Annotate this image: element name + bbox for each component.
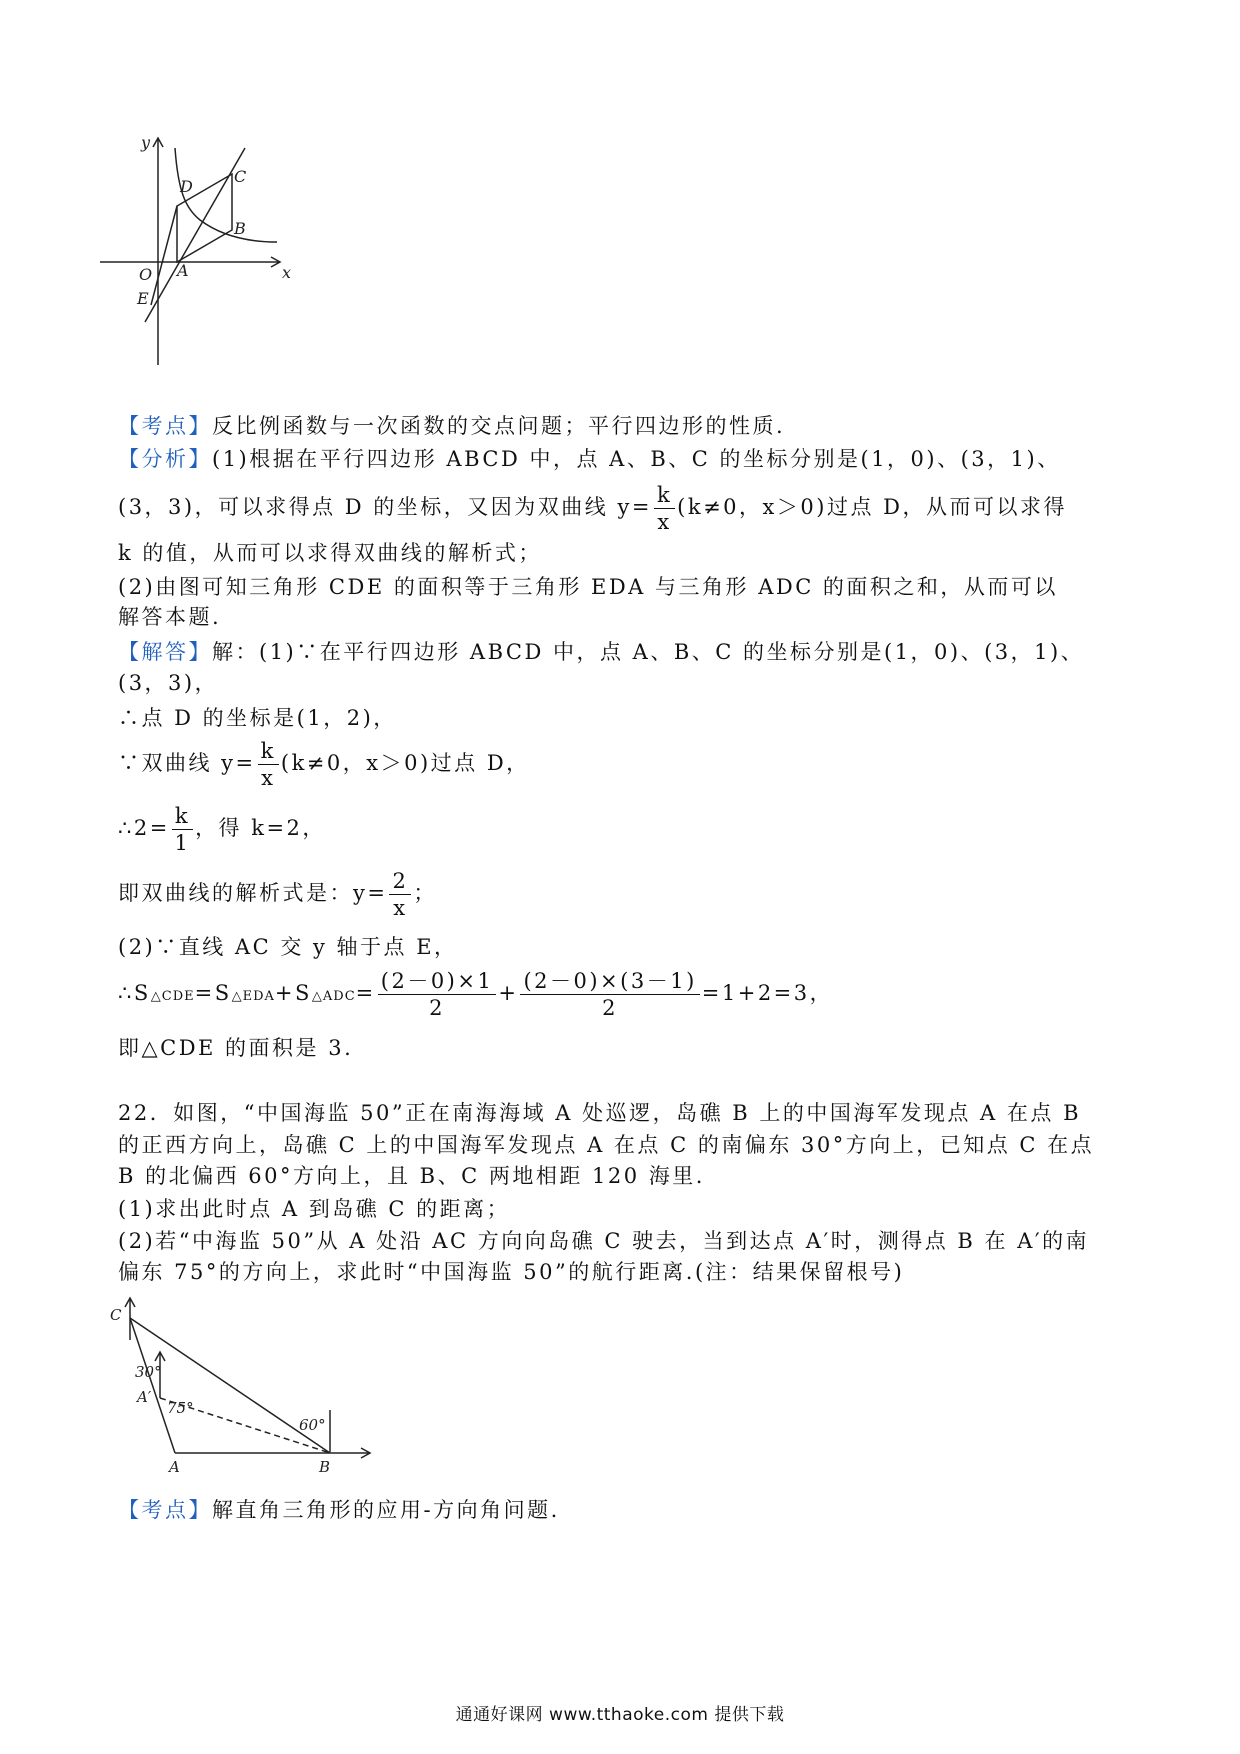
jieda-text-3: ∴点 D 的坐标是(1，2)， [118, 706, 397, 730]
fenxi-text-2b: (k≠0，x＞0)过点 D，从而可以求得 [677, 495, 1067, 520]
fenxi-line-5 [118, 607, 221, 628]
frac-den: 1 [174, 831, 191, 856]
kaodian-2-tag: 【考点】 [118, 1498, 212, 1522]
frac-num: (2－0)×1 [378, 970, 497, 995]
kaodian-2-text: 解直角三角形的应用-方向角问题. [212, 1498, 560, 1522]
jieda-line-5 [118, 805, 326, 854]
frac-den: 2 [429, 996, 445, 1021]
area-s: ∴S [118, 981, 151, 1006]
q22-line-2 [118, 1135, 1094, 1156]
frac-num: k [258, 740, 279, 765]
fraction-2-over-x [389, 870, 411, 919]
jieda-text-2: (3，3)， [118, 671, 219, 695]
label-a: A [177, 261, 189, 280]
jieda-text-1: 解：(1)∵在平行四边形 ABCD 中，点 A、B、C 的坐标分别是(1，0)、(3，1)、 [212, 640, 1085, 664]
page-footer: 通通好课网 www.tthaoke.com 提供下载 [455, 1705, 785, 1725]
frac-den: x [261, 766, 276, 791]
jieda-line-6 [118, 870, 437, 919]
fenxi-text-5: 解答本题. [118, 605, 222, 629]
q22-line-6 [118, 1262, 904, 1283]
kaodian-2 [118, 1500, 560, 1521]
fenxi-text-4: (2)由图可知三角形 CDE 的面积等于三角形 EDA 与三角形 ADC 的面积之和，从而可以 [118, 575, 1058, 599]
label-b2: B [319, 1458, 331, 1476]
q22-text-5: (2)若“中海监 50”从 A 处沿 AC 方向向岛礁 C 驶去，当到达点 A′时，测得点 B 在 A′的南 [118, 1229, 1090, 1253]
q22-line-5 [118, 1231, 1089, 1252]
label-c2: C [110, 1306, 122, 1324]
frac-num: (2－0)×(3－1) [520, 970, 699, 995]
jieda-text-6a: 即双曲线的解析式是：y= [118, 881, 388, 906]
jieda-line-9 [118, 1038, 353, 1059]
area-sub-adc: △ADC [311, 989, 356, 1005]
fraction-area-2 [520, 970, 699, 1019]
q22-text-1: 22．如图，“中国海监 50”正在南海海域 A 处巡逻，岛礁 B 上的中国海军发现点 A 在点 B [118, 1101, 1082, 1125]
fraction-k-over-x [654, 484, 675, 533]
label-c: C [234, 167, 247, 186]
fenxi-line-4 [118, 577, 1058, 598]
q22-text-6: 偏东 75°的方向上，求此时“中国海监 50”的航行距离.(注：结果保留根号) [118, 1260, 905, 1284]
q22-text-2: 的正西方向上，岛礁 C 上的中国海军发现点 A 在点 C 的南偏东 30°方向上，已知点 C 在点 [118, 1133, 1095, 1157]
q22-line-3 [118, 1166, 705, 1187]
fenxi-text-1: (1)根据在平行四边形 ABCD 中，点 A、B、C 的坐标分别是(1，0)、(3，1)、 [212, 447, 1061, 471]
label-angle-60: 60° [299, 1416, 326, 1434]
fenxi-line-1 [118, 449, 1061, 470]
jieda-text-5a: ∴2= [118, 816, 170, 841]
segment-ca [130, 1318, 175, 1453]
frac-den: x [657, 510, 672, 535]
label-a2: A [169, 1458, 180, 1476]
label-angle-75: 75° [167, 1399, 194, 1417]
label-a-prime: A′ [137, 1388, 152, 1406]
label-b: B [234, 219, 246, 238]
jieda-line-4 [118, 740, 530, 789]
frac-num: k [654, 484, 675, 509]
q22-line-4 [118, 1199, 510, 1220]
kaodian-1 [118, 416, 785, 437]
kaodian-tag: 【考点】 [118, 414, 212, 438]
jieda-line-2 [118, 673, 218, 694]
area-sub-eda: △EDA [231, 989, 275, 1005]
frac-num: k [172, 805, 193, 830]
jieda-text-4b: (k≠0，x＞0)过点 D， [280, 751, 530, 776]
jieda-text-5b: ，得 k=2， [195, 816, 326, 841]
frac-den: 2 [602, 996, 619, 1021]
jieda-text-9: 即△CDE 的面积是 3. [118, 1036, 354, 1060]
fraction-area-1 [378, 970, 497, 1019]
label-x: x [282, 263, 292, 282]
fraction-k-over-x-2 [258, 740, 279, 789]
jieda-text-6b: ； [413, 881, 437, 906]
area-sub-cde: △CDE [150, 989, 195, 1005]
area-eq: =S [194, 981, 232, 1006]
fraction-k-over-1 [172, 805, 193, 854]
kaodian-text: 反比例函数与一次函数的交点问题；平行四边形的性质. [212, 414, 786, 438]
label-y: y [141, 133, 151, 152]
q22-text-3: B 的北偏西 60°方向上，且 B、C 两地相距 120 海里. [118, 1164, 705, 1188]
fenxi-line-2 [118, 484, 1067, 533]
frac-num: 2 [389, 870, 411, 895]
jieda-text-7: (2)∵直线 AC 交 y 轴于点 E， [118, 935, 458, 959]
figure-direction-angle [105, 1290, 375, 1480]
area-eq-2: = [355, 981, 376, 1006]
fenxi-line-3 [118, 543, 542, 564]
frac-den: x [393, 896, 408, 921]
jieda-line-7 [118, 937, 458, 958]
label-o: O [139, 265, 153, 284]
area-result: =1+2=3， [701, 981, 834, 1006]
label-angle-30: 30° [135, 1363, 162, 1381]
q22-text-4: (1)求出此时点 A 到岛礁 C 的距离； [118, 1197, 511, 1221]
q22-line-1 [118, 1103, 1081, 1124]
jieda-line-1 [118, 642, 1084, 663]
fenxi-text-3: k 的值，从而可以求得双曲线的解析式； [118, 541, 542, 565]
area-plus-2: + [498, 981, 519, 1006]
fenxi-text-2a: (3，3)，可以求得点 D 的坐标，又因为双曲线 y= [118, 495, 652, 520]
area-plus: +S [274, 981, 312, 1006]
jieda-line-8 [118, 970, 833, 1019]
jieda-line-3 [118, 708, 397, 729]
figure-coordinate-parallelogram [95, 130, 325, 370]
jieda-tag: 【解答】 [118, 640, 212, 664]
label-e: E [137, 289, 149, 308]
fenxi-tag: 【分析】 [118, 447, 212, 471]
jieda-text-4a: ∵双曲线 y= [118, 751, 256, 776]
label-d: D [180, 177, 193, 196]
